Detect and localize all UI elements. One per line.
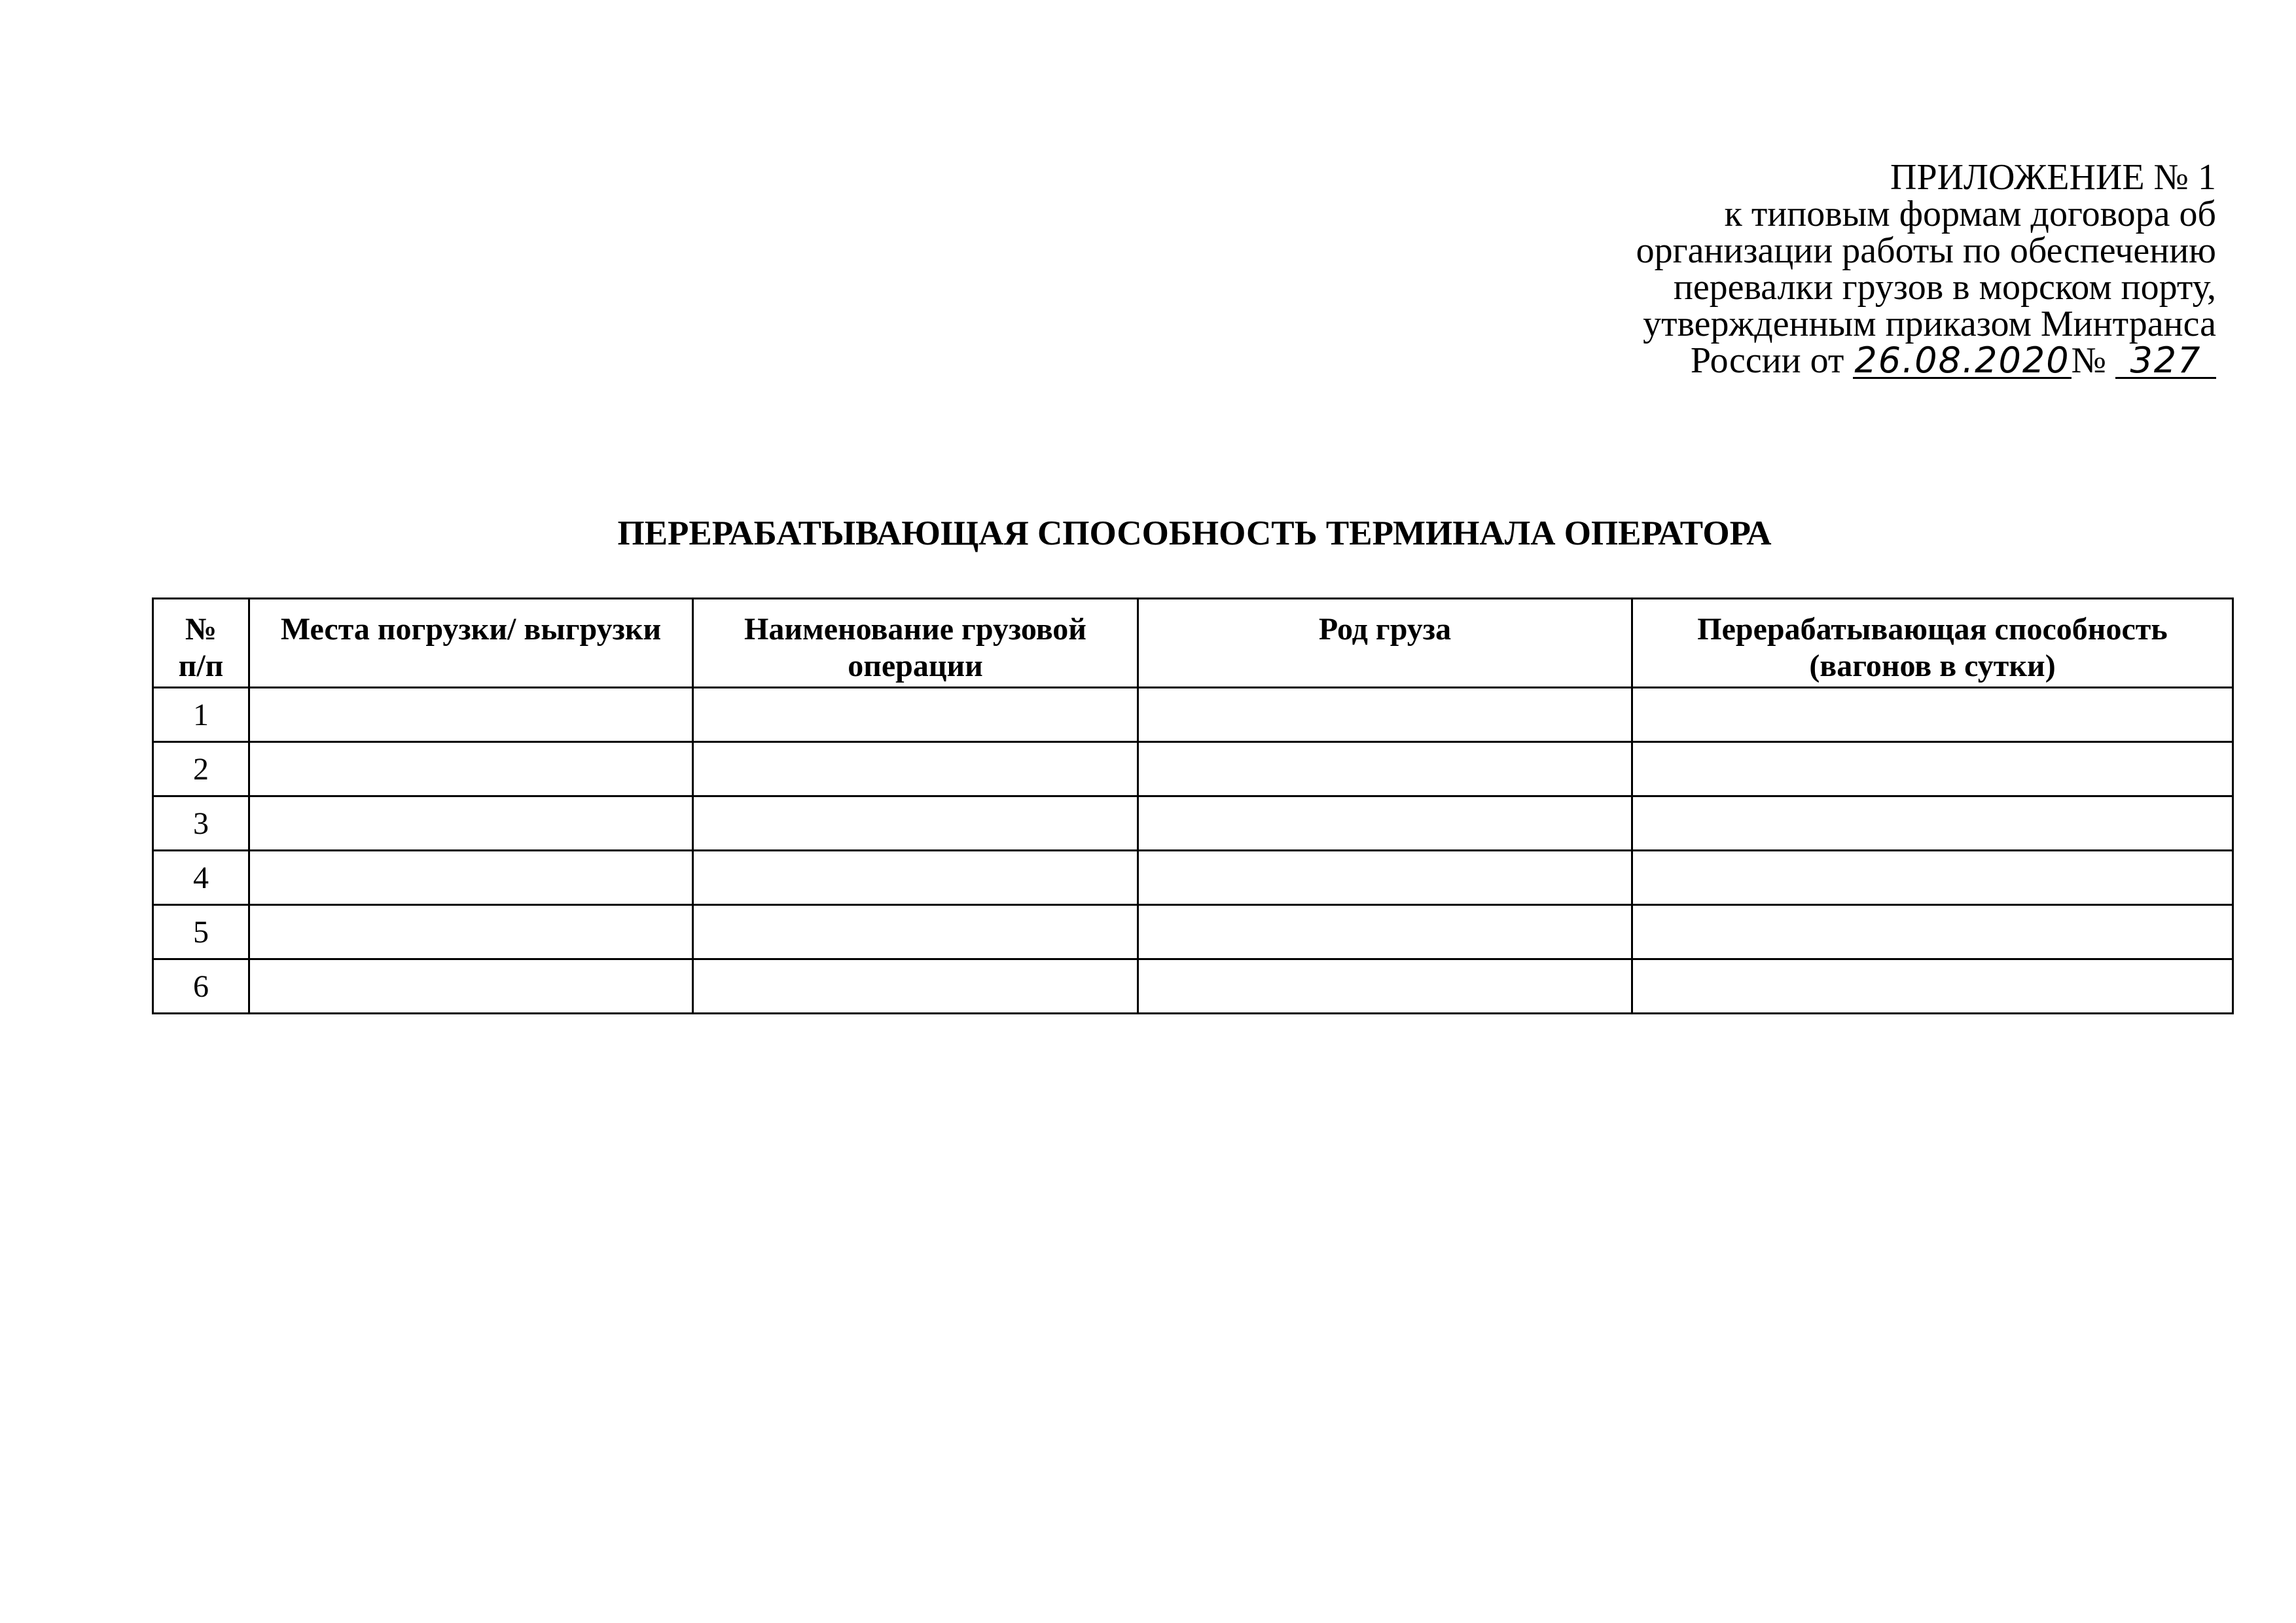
row-number: 4 [153,851,249,905]
cell-operation [693,959,1138,1014]
cell-capacity [1632,742,2233,796]
row-number: 3 [153,796,249,851]
cell-place [249,688,693,742]
header-cell-number [153,599,249,688]
cell-capacity [1632,905,2233,959]
header-line: Перерабатывающая способность [1697,612,2168,647]
cell-cargo [1138,905,1632,959]
header-line: п/п [178,649,224,683]
appendix-title: ПРИЛОЖЕНИЕ № 1 [1890,157,2216,198]
table-row [153,688,2233,742]
cell-capacity [1632,688,2233,742]
appendix-header [1636,159,2216,379]
header-cell-operation [693,599,1138,688]
cell-place [249,851,693,905]
cell-cargo [1138,959,1632,1014]
cell-capacity [1632,796,2233,851]
header-line: № [185,612,217,647]
header-line: Род груза [1318,612,1452,647]
appendix-line: к типовым формам договора об [1724,194,2216,234]
cell-cargo [1138,742,1632,796]
table-row [153,851,2233,905]
header-cell-place [249,599,693,688]
number-sign: № [2071,340,2106,381]
appendix-order-line [1636,342,2216,379]
cell-place [249,905,693,959]
header-line: (вагонов в сутки) [1809,649,2056,683]
row-number: 1 [153,688,249,742]
appendix-line: организации работы по обеспечению [1636,230,2216,271]
table-row [153,742,2233,796]
appendix-line: перевалки грузов в морском порту, [1673,267,2216,308]
cell-operation [693,905,1138,959]
header-line: Места погрузки/ выгрузки [280,612,662,647]
handwritten-date: 26.08.2020 [1854,340,2070,381]
row-number: 5 [153,905,249,959]
header-line: операции [848,649,983,683]
cell-operation [693,688,1138,742]
table-row [153,796,2233,851]
document-title: ПЕРЕРАБАТЫВАЮЩАЯ СПОСОБНОСТЬ ТЕРМИНАЛА ОПЕРАТОРА [617,514,1772,552]
table-row [153,959,2233,1014]
table-header-row [153,599,2233,688]
terminal-capacity-table [152,597,2234,1014]
appendix-order-prefix: России от [1690,340,1844,381]
row-number: 2 [153,742,249,796]
header-line: Наименование грузовой [744,612,1086,647]
cell-operation [693,796,1138,851]
header-cell-cargo [1138,599,1632,688]
cell-cargo [1138,688,1632,742]
cell-place [249,959,693,1014]
header-cell-capacity [1632,599,2233,688]
cell-cargo [1138,851,1632,905]
cell-place [249,742,693,796]
row-number: 6 [153,959,249,1014]
cell-operation [693,851,1138,905]
cell-capacity [1632,851,2233,905]
cell-operation [693,742,1138,796]
cell-cargo [1138,796,1632,851]
handwritten-number: 327 [2115,344,2216,379]
table-row [153,905,2233,959]
cell-place [249,796,693,851]
appendix-line: утвержденным приказом Минтранса [1643,304,2216,344]
cell-capacity [1632,959,2233,1014]
